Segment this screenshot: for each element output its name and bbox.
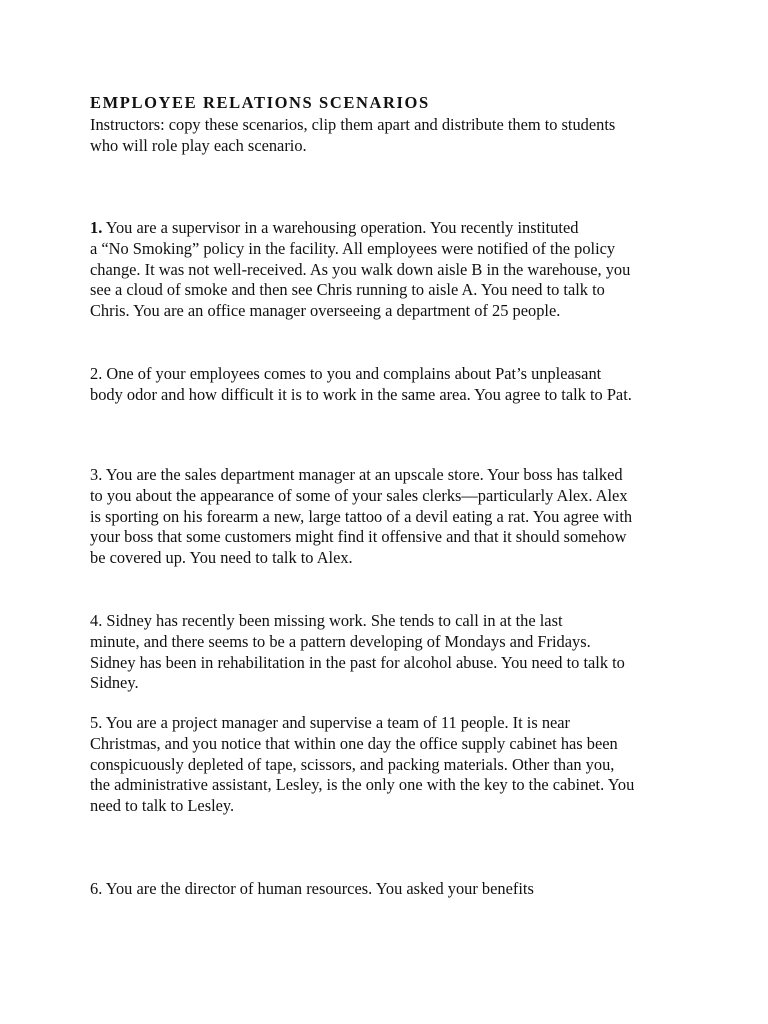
scenario-number: 1.	[90, 218, 103, 237]
scenario-3-line: 3. You are the sales department manager at an upscale store. Your boss has talked	[90, 465, 623, 484]
scenario-5-line: need to talk to Lesley.	[90, 796, 235, 816]
scenario-3-line: to you about the appearance of some of your sales clerks—particularly Alex. Alex	[90, 485, 628, 505]
intro-line: Instructors: copy these scenarios, clip them apart and distribute them to students	[90, 115, 616, 134]
scenario-3-line: be covered up. You need to talk to Alex.	[90, 548, 353, 568]
scenario-5-line: the administrative assistant, Lesley, is the only one with the key to the cabinet. You	[90, 775, 635, 795]
intro-paragraph	[90, 115, 615, 157]
scenario-1-line	[90, 218, 630, 239]
scenario-1-text: You are a supervisor in a warehousing operation. You recently instituted	[102, 218, 579, 237]
scenario-2-line: body odor and how difficult it is to work in the same area. You agree to talk to Pat.	[90, 384, 632, 404]
scenario-1-line: change. It was not well-received. As you walk down aisle B in the warehouse, you	[90, 259, 631, 279]
scenario-3-line: your boss that some customers might find it offensive and that it should somehow	[90, 527, 627, 547]
scenario-3	[90, 465, 632, 569]
scenario-5	[90, 713, 634, 817]
scenario-1-line: see a cloud of smoke and then see Chris running to aisle A. You need to talk to	[90, 280, 605, 300]
scenario-1-line: a “No Smoking” policy in the facility. All employees were notified of the policy	[90, 238, 616, 258]
scenario-2	[90, 364, 632, 406]
document-title: EMPLOYEE RELATIONS SCENARIOS	[90, 93, 430, 112]
scenario-4-line: 4. Sidney has recently been missing work. She tends to call in at the last	[90, 611, 563, 630]
scenario-6-line: 6. You are the director of human resources. You asked your benefits	[90, 879, 534, 898]
scenario-5-line: 5. You are a project manager and supervise a team of 11 people. It is near	[90, 713, 571, 732]
scenario-4-line: Sidney has been in rehabilitation in the past for alcohol abuse. You need to talk to	[90, 652, 625, 672]
scenario-6	[90, 879, 534, 900]
intro-line: who will role play each scenario.	[90, 135, 307, 155]
scenario-2-line: 2. One of your employees comes to you and complains about Pat’s unpleasant	[90, 364, 602, 383]
scenario-4-line: minute, and there seems to be a pattern developing of Mondays and Fridays.	[90, 631, 591, 651]
scenario-3-line: is sporting on his forearm a new, large tattoo of a devil eating a rat. You agree with	[90, 506, 633, 526]
scenario-4	[90, 611, 625, 694]
scenario-1	[90, 218, 630, 322]
scenario-5-line: Christmas, and you notice that within one day the office supply cabinet has been	[90, 733, 618, 753]
scenario-4-line: Sidney.	[90, 673, 139, 693]
scenario-1-line: Chris. You are an office manager overseeing a department of 25 people.	[90, 301, 561, 321]
scenario-5-line: conspicuously depleted of tape, scissors, and packing materials. Other than you,	[90, 754, 615, 774]
